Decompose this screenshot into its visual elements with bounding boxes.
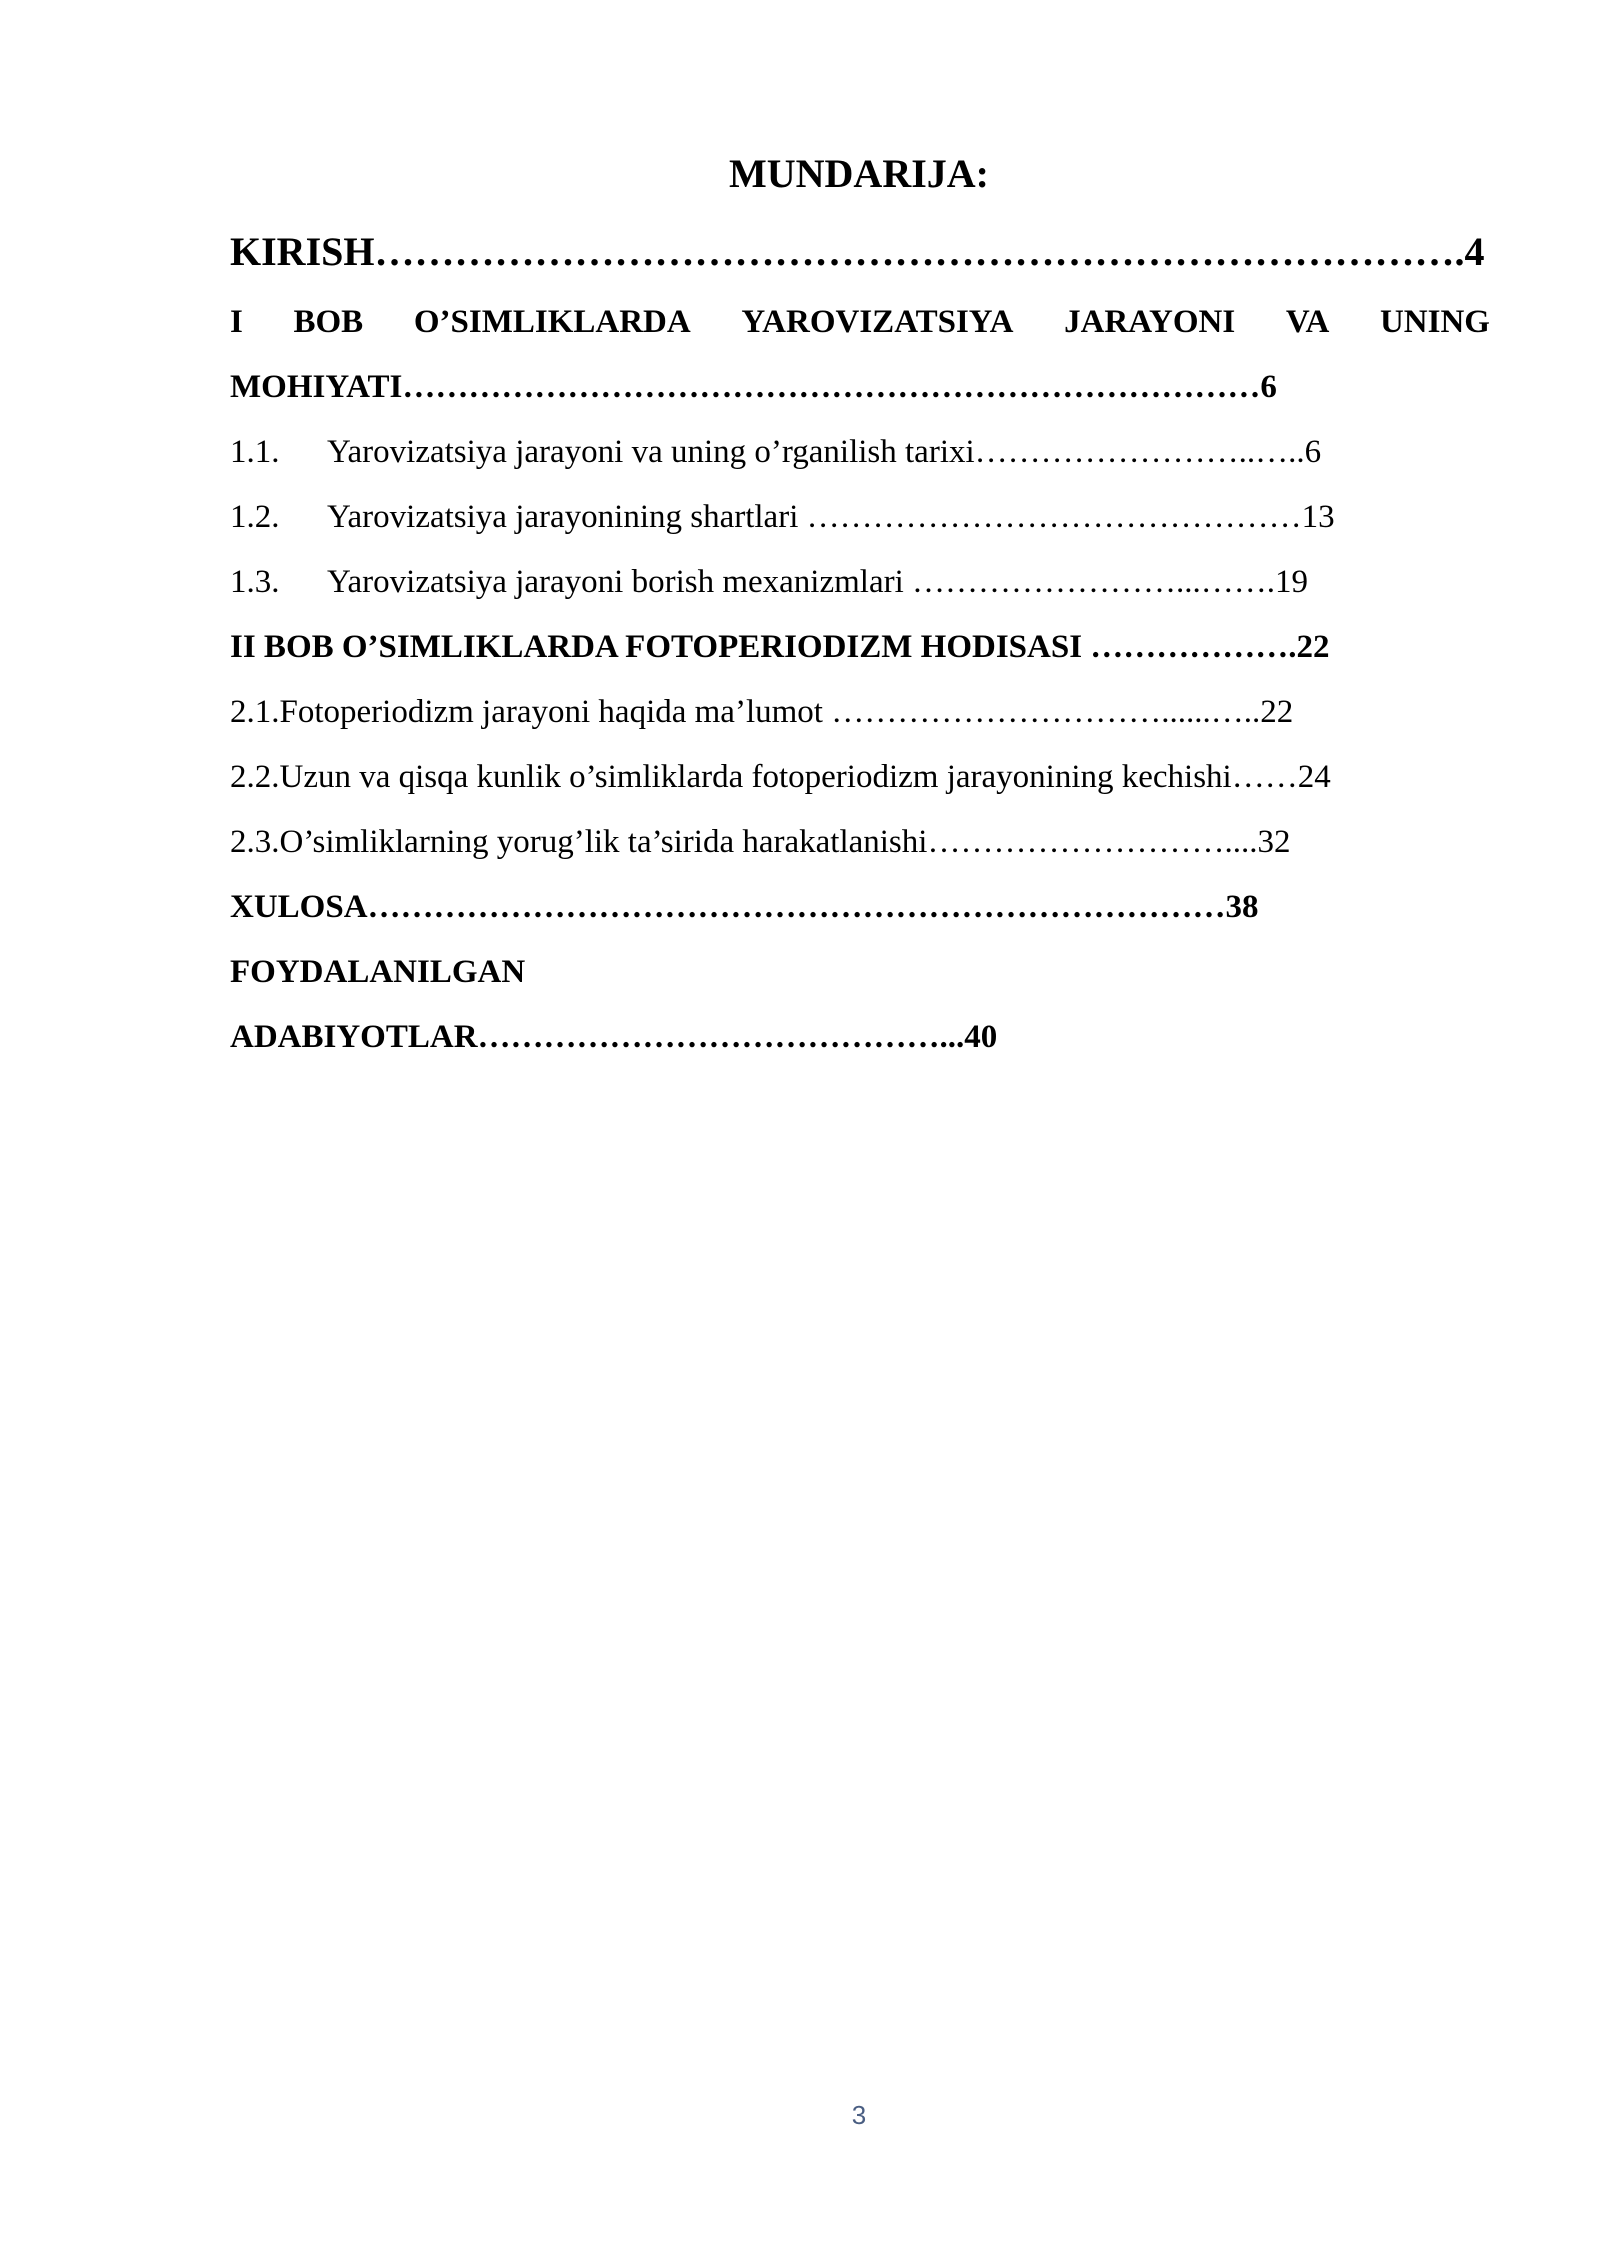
section-number: 1.2. xyxy=(230,499,280,535)
toc-entry-2-3: 2.3.O’simliklarning yorug’lik ta’sirida harakatlanishi………………………....32 xyxy=(230,824,1291,860)
toc-entry-2-1: 2.1.Fotoperiodizm jarayoni haqida ma’lumot …………………………......…..22 xyxy=(230,694,1294,730)
section-number: 1.1. xyxy=(230,434,280,470)
toc-word: BOB xyxy=(293,304,364,340)
toc-entry-bob2: II BOB O’SIMLIKLARDA FOTOPERIODIZM HODISASI ……………….22 xyxy=(230,629,1330,665)
toc-word: JARAYONI xyxy=(1064,304,1236,340)
toc-word: YAROVIZATSIYA xyxy=(741,304,1014,340)
toc-entry-kirish: KIRISH……………………………………………………………………….4 xyxy=(230,229,1485,274)
toc-entry-1-3 xyxy=(230,564,1308,601)
toc-entry-foydalanilgan-line2: ADABIYOTLAR……………………………………...40 xyxy=(230,1019,998,1055)
section-title: Yarovizatsiya jarayoni va uning o’rganilish tarixi……………………..…..6 xyxy=(327,434,1322,470)
toc-entry-foydalanilgan-line1: FOYDALANILGAN xyxy=(230,954,526,990)
section-title: Yarovizatsiya jarayonining shartlari ………………………………………13 xyxy=(327,499,1335,535)
section-title: Yarovizatsiya jarayoni borish mexanizmlari ……………………...…….19 xyxy=(327,564,1308,600)
page-title: MUNDARIJA: xyxy=(729,151,989,196)
toc-word: O’SIMLIKLARDA xyxy=(413,304,691,340)
toc-entry-bob1-line1 xyxy=(230,304,1490,341)
toc-entry-1-2 xyxy=(230,499,1335,536)
toc-entry-2-2: 2.2.Uzun va qisqa kunlik o’simliklarda fotoperiodizm jarayonining kechishi……24 xyxy=(230,759,1331,795)
page-number: 3 xyxy=(851,2100,867,2130)
toc-entry-1-1 xyxy=(230,434,1321,471)
toc-entry-bob1-line2: MOHIYATI……………………………………………………………………6 xyxy=(230,369,1277,405)
toc-word: VA xyxy=(1285,304,1330,340)
toc-word: I xyxy=(230,304,243,340)
section-number: 1.3. xyxy=(230,564,280,600)
toc-word: UNING xyxy=(1379,304,1490,340)
toc-entry-xulosa: XULOSA……………………………………………………………………38 xyxy=(230,889,1259,925)
